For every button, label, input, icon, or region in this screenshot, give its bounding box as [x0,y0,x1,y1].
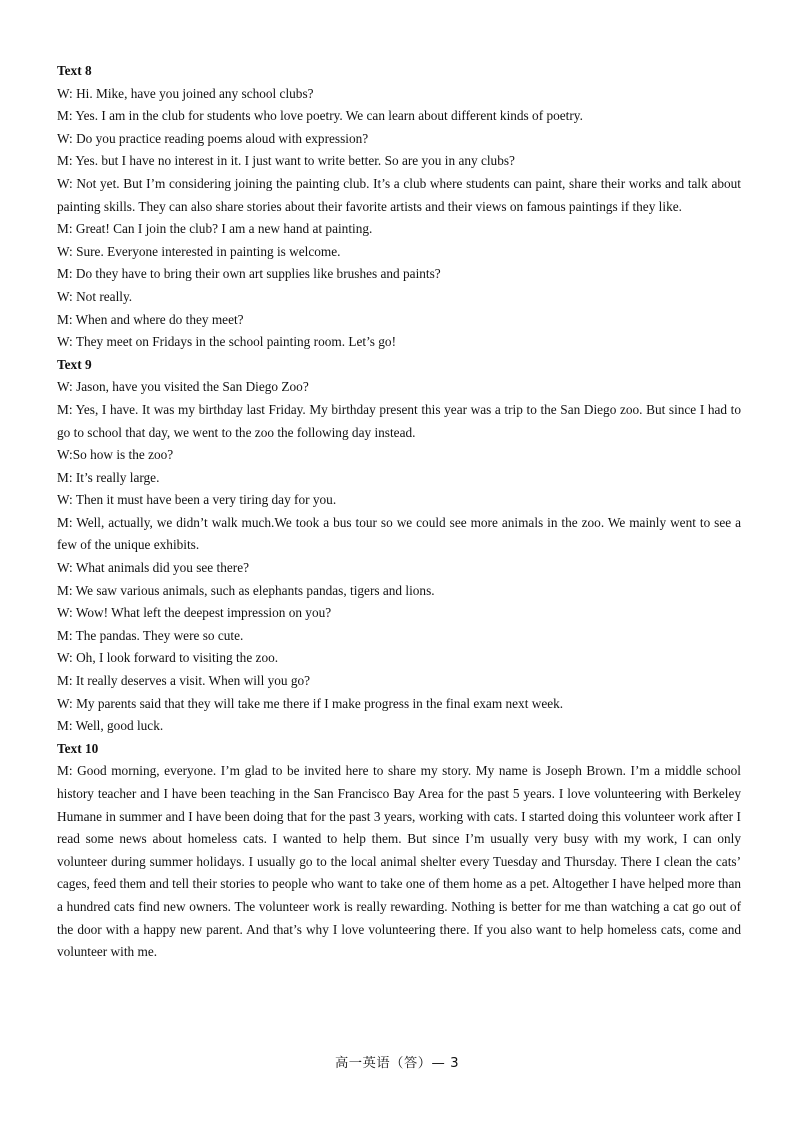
section-text-8 [57,60,741,354]
section-text-9 [57,354,741,738]
dialogue-line: M: Yes. I am in the club for students who love poetry. We can learn about different kinds of poetry. [57,108,583,124]
dialogue-line: M: Well, good luck. [57,718,164,734]
dialogue-line: W: Hi. Mike, have you joined any school clubs? [57,85,314,101]
dialogue-line: M: Yes, I have. It was my birthday last Friday. My birthday present this year was a trip to the San Diego zoo. But since I had to go to school that day, we went to the zoo the following day instead. [57,401,741,440]
dialogue-line: M: It really deserves a visit. When will you go? [57,673,311,689]
dialogue-line: W:So how is the zoo? [57,447,174,463]
dialogue-line: W: Sure. Everyone interested in painting is welcome. [57,243,341,259]
dialogue-line: W: Jason, have you visited the San Diego Zoo? [57,379,309,395]
dialogue-line: W: Not yet. But I’m considering joining the painting club. It’s a club where students can paint, share their works and talk about painting skills. They can also share stories about their favorite artists and their views on famous paintings if they like. [57,175,741,214]
dialogue-line: M: It’s really large. [57,469,160,485]
dialogue-line: W: They meet on Fridays in the school painting room. Let’s go! [57,334,397,350]
monologue-paragraph: M: Good morning, everyone. I’m glad to be invited here to share my story. My name is Joseph Brown. I’m a middle school history teacher and I have been teaching in the San Francisco Bay Area for the past 5 years. I love volunteering with Berkeley Humane in summer and I have been doing that for the past 3 years, working with cats. I started doing this volunteer work after I read some news about homeless cats. I wanted to help them. But since I’m usually very busy with my work, I can only volunteer during summer holidays. I usually go to the local animal shelter every Tuesday and Thursday. There I clean the cats’ cages, feed them and tell their stories to people who want to take one of them home as a pet. Altogether I have helped more than a hundred cats find new owners. The volunteer work is really rewarding. Nothing is better for me than watching a cat go out of the door with a happy new parent. And that’s why I love volunteering there. If you also want to help homeless cats, come and volunteer with me. [57,763,741,960]
dialogue-line: M: Great! Can I join the club? I am a new hand at painting. [57,221,373,237]
dialogue-line: M: Do they have to bring their own art supplies like brushes and paints? [57,266,441,282]
dialogue-line: W: Do you practice reading poems aloud with expression? [57,130,369,146]
dialogue-line: M: Well, actually, we didn’t walk much.We took a bus tour so we could see more animals in the zoo. We mainly went to see a few of the unique exhibits. [57,514,741,553]
section-heading: Text 10 [57,740,99,756]
dialogue-line: M: When and where do they meet? [57,311,244,327]
dialogue-line: W: What animals did you see there? [57,560,249,576]
dialogue-line: M: We saw various animals, such as elephants pandas, tigers and lions. [57,582,435,598]
dialogue-line: M: Yes. but I have no interest in it. I just want to write better. So are you in any clubs? [57,153,515,169]
dialogue-line: W: Then it must have been a very tiring day for you. [57,492,337,508]
page-footer: 高一英语（答）— 3 [334,1056,460,1071]
dialogue-line: W: Not really. [57,288,133,304]
section-heading: Text 8 [57,63,92,78]
dialogue-line: W: Wow! What left the deepest impression on you? [57,605,332,621]
section-text-10 [57,738,741,964]
dialogue-line: W: My parents said that they will take me there if I make progress in the final exam next week. [57,695,564,711]
document-body [57,60,741,964]
section-heading: Text 9 [57,356,92,372]
dialogue-line: M: The pandas. They were so cute. [57,627,244,643]
dialogue-line: W: Oh, I look forward to visiting the zoo. [57,650,279,666]
